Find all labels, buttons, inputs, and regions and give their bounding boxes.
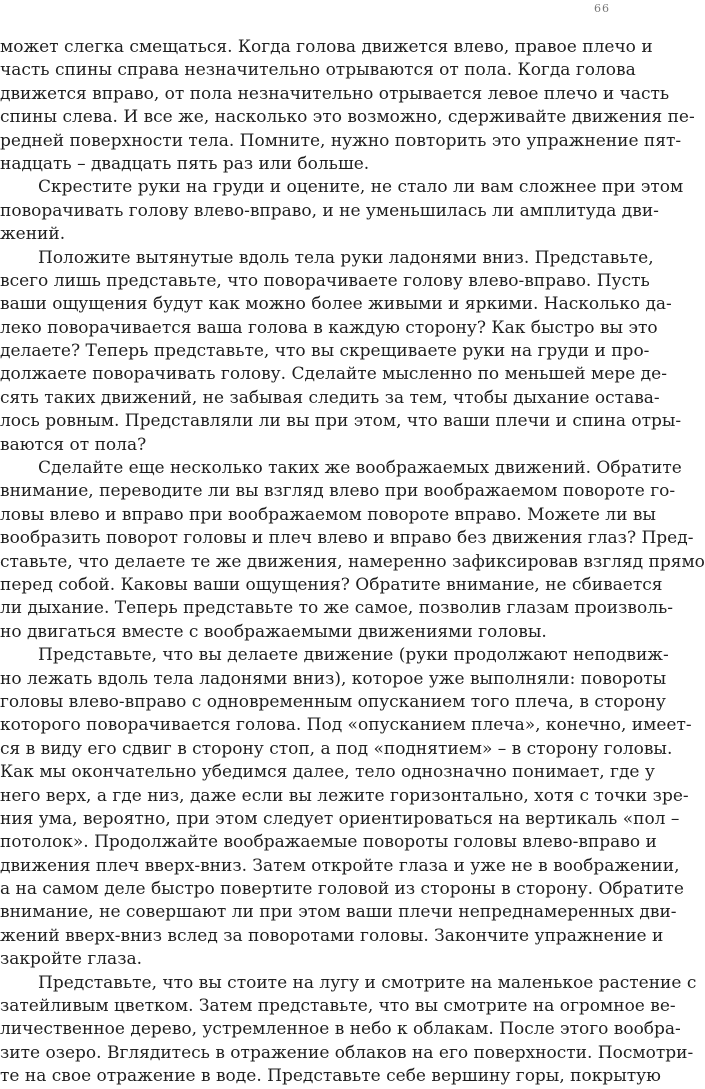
text-line: ли дыхание. Теперь представьте то же самое, позволив глазам произволь- (0, 598, 674, 619)
text-line: надцать – двадцать пять раз или больше. (0, 153, 370, 174)
text-line: лось ровным. Представляли ли вы при этом, что ваши плечи и спина отры- (0, 411, 682, 432)
text-line: личественное дерево, устремленное в небо к облакам. После этого вообра- (0, 1019, 681, 1040)
text-line: а на самом деле быстро повертите головой из стороны в сторону. Обратите (0, 879, 684, 900)
text-line: перед собой. Каковы ваши ощущения? Обратите внимание, не сбивается (0, 574, 663, 595)
text-line: Представьте, что вы стоите на лугу и смотрите на маленькое растение с (38, 972, 697, 993)
text-line: ваются от пола? (0, 434, 147, 455)
text-line: леко поворачивается ваша голова в каждую сторону? Как быстро вы это (0, 317, 658, 338)
text-line: головы влево-вправо с одновременным опусканием того плеча, в сторону (0, 691, 666, 712)
text-line: должаете поворачивать голову. Сделайте мысленно по меньшей мере де- (0, 364, 667, 385)
text-line: но лежать вдоль тела ладонями вниз), которое уже выполняли: повороты (0, 668, 667, 689)
text-line: Положите вытянутые вдоль тела руки ладонями вниз. Представьте, (38, 247, 654, 268)
paragraph (0, 176, 684, 246)
text-line: ваши ощущения будут как можно более живыми и яркими. Насколько да- (0, 294, 672, 315)
text-line: внимание, не совершают ли при этом ваши плечи непреднамеренных дви- (0, 902, 677, 923)
text-line: затейливым цветком. Затем представьте, что вы смотрите на огромное ве- (0, 996, 676, 1017)
text-line: него верх, а где низ, даже если вы лежите горизонтально, хотя с точки зре- (0, 785, 689, 806)
text-line: ния ума, вероятно, при этом следует ориентироваться на вертикаль «пол – (0, 808, 680, 829)
text-line: движется вправо, от пола незначительно отрывается левое плечо и часть (0, 83, 670, 104)
text-line: может слегка смещаться. Когда голова движется влево, правое плечо и (0, 37, 653, 57)
text-line: Скрестите руки на груди и оцените, не стало ли вам сложнее при этом (38, 177, 684, 198)
text-line: внимание, переводите ли вы взгляд влево при воображаемом повороте го- (0, 481, 676, 502)
text-line: Представьте, что вы делаете движение (руки продолжают неподвиж- (38, 645, 669, 666)
paragraph (0, 644, 692, 971)
text-line: жений. (0, 224, 66, 245)
text-line: движения плеч вверх-вниз. Затем откройте глаза и уже не в воображении, (0, 855, 680, 876)
text-line: ся в виду его сдвиг в сторону стоп, а под «поднятием» – в сторону головы. (0, 738, 673, 759)
text-line: жений вверх-вниз вслед за поворотами головы. Закончите упражнение и (0, 925, 664, 946)
text-line: поворачивать голову влево-вправо, и не уменьшилась ли амплитуда дви- (0, 200, 659, 221)
text-line: зите озеро. Вглядитесь в отражение облаков на его поверхности. Посмотри- (0, 1042, 694, 1063)
text-line: вообразить поворот головы и плеч влево и вправо без движения глаз? Пред- (0, 528, 694, 549)
text-line: сять таких движений, не забывая следить за тем, чтобы дыхание остава- (0, 387, 660, 408)
text-line: ловы влево и вправо при воображаемом повороте вправо. Можете ли вы (0, 504, 656, 525)
paragraph (0, 36, 695, 176)
text-line: потолок». Продолжайте воображаемые повороты головы влево-вправо и (0, 832, 657, 853)
page-body (0, 36, 705, 1089)
paragraph (0, 457, 705, 644)
text-line: делаете? Теперь представьте, что вы скрещиваете руки на груди и про- (0, 341, 650, 362)
text-line: спины слева. И все же, насколько это возможно, сдерживайте движения пе- (0, 107, 695, 128)
text-line: Сделайте еще несколько таких же воображаемых движений. Обратите (38, 458, 682, 479)
page-number: 66 (594, 2, 610, 15)
text-line: но двигаться вместе с воображаемыми движениями головы. (0, 621, 547, 642)
text-line: ставьте, что делаете те же движения, намеренно зафиксировав взгляд прямо (0, 551, 705, 572)
text-line: закройте глаза. (0, 949, 143, 970)
paragraph (0, 247, 682, 458)
text-line: те на свое отражение в воде. Представьте себе вершину горы, покрытую (0, 1066, 661, 1087)
text-line: всего лишь представьте, что поворачиваете голову влево-вправо. Пусть (0, 270, 650, 291)
text-line: Как мы окончательно убедимся далее, тело однозначно понимает, где у (0, 762, 655, 783)
paragraph (0, 972, 697, 1089)
text-line: часть спины справа незначительно отрываются от пола. Когда голова (0, 60, 636, 81)
text-line: которого поворачивается голова. Под «опусканием плеча», конечно, имеет- (0, 715, 692, 736)
text-line: редней поверхности тела. Помните, нужно повторить это упражнение пят- (0, 130, 682, 151)
